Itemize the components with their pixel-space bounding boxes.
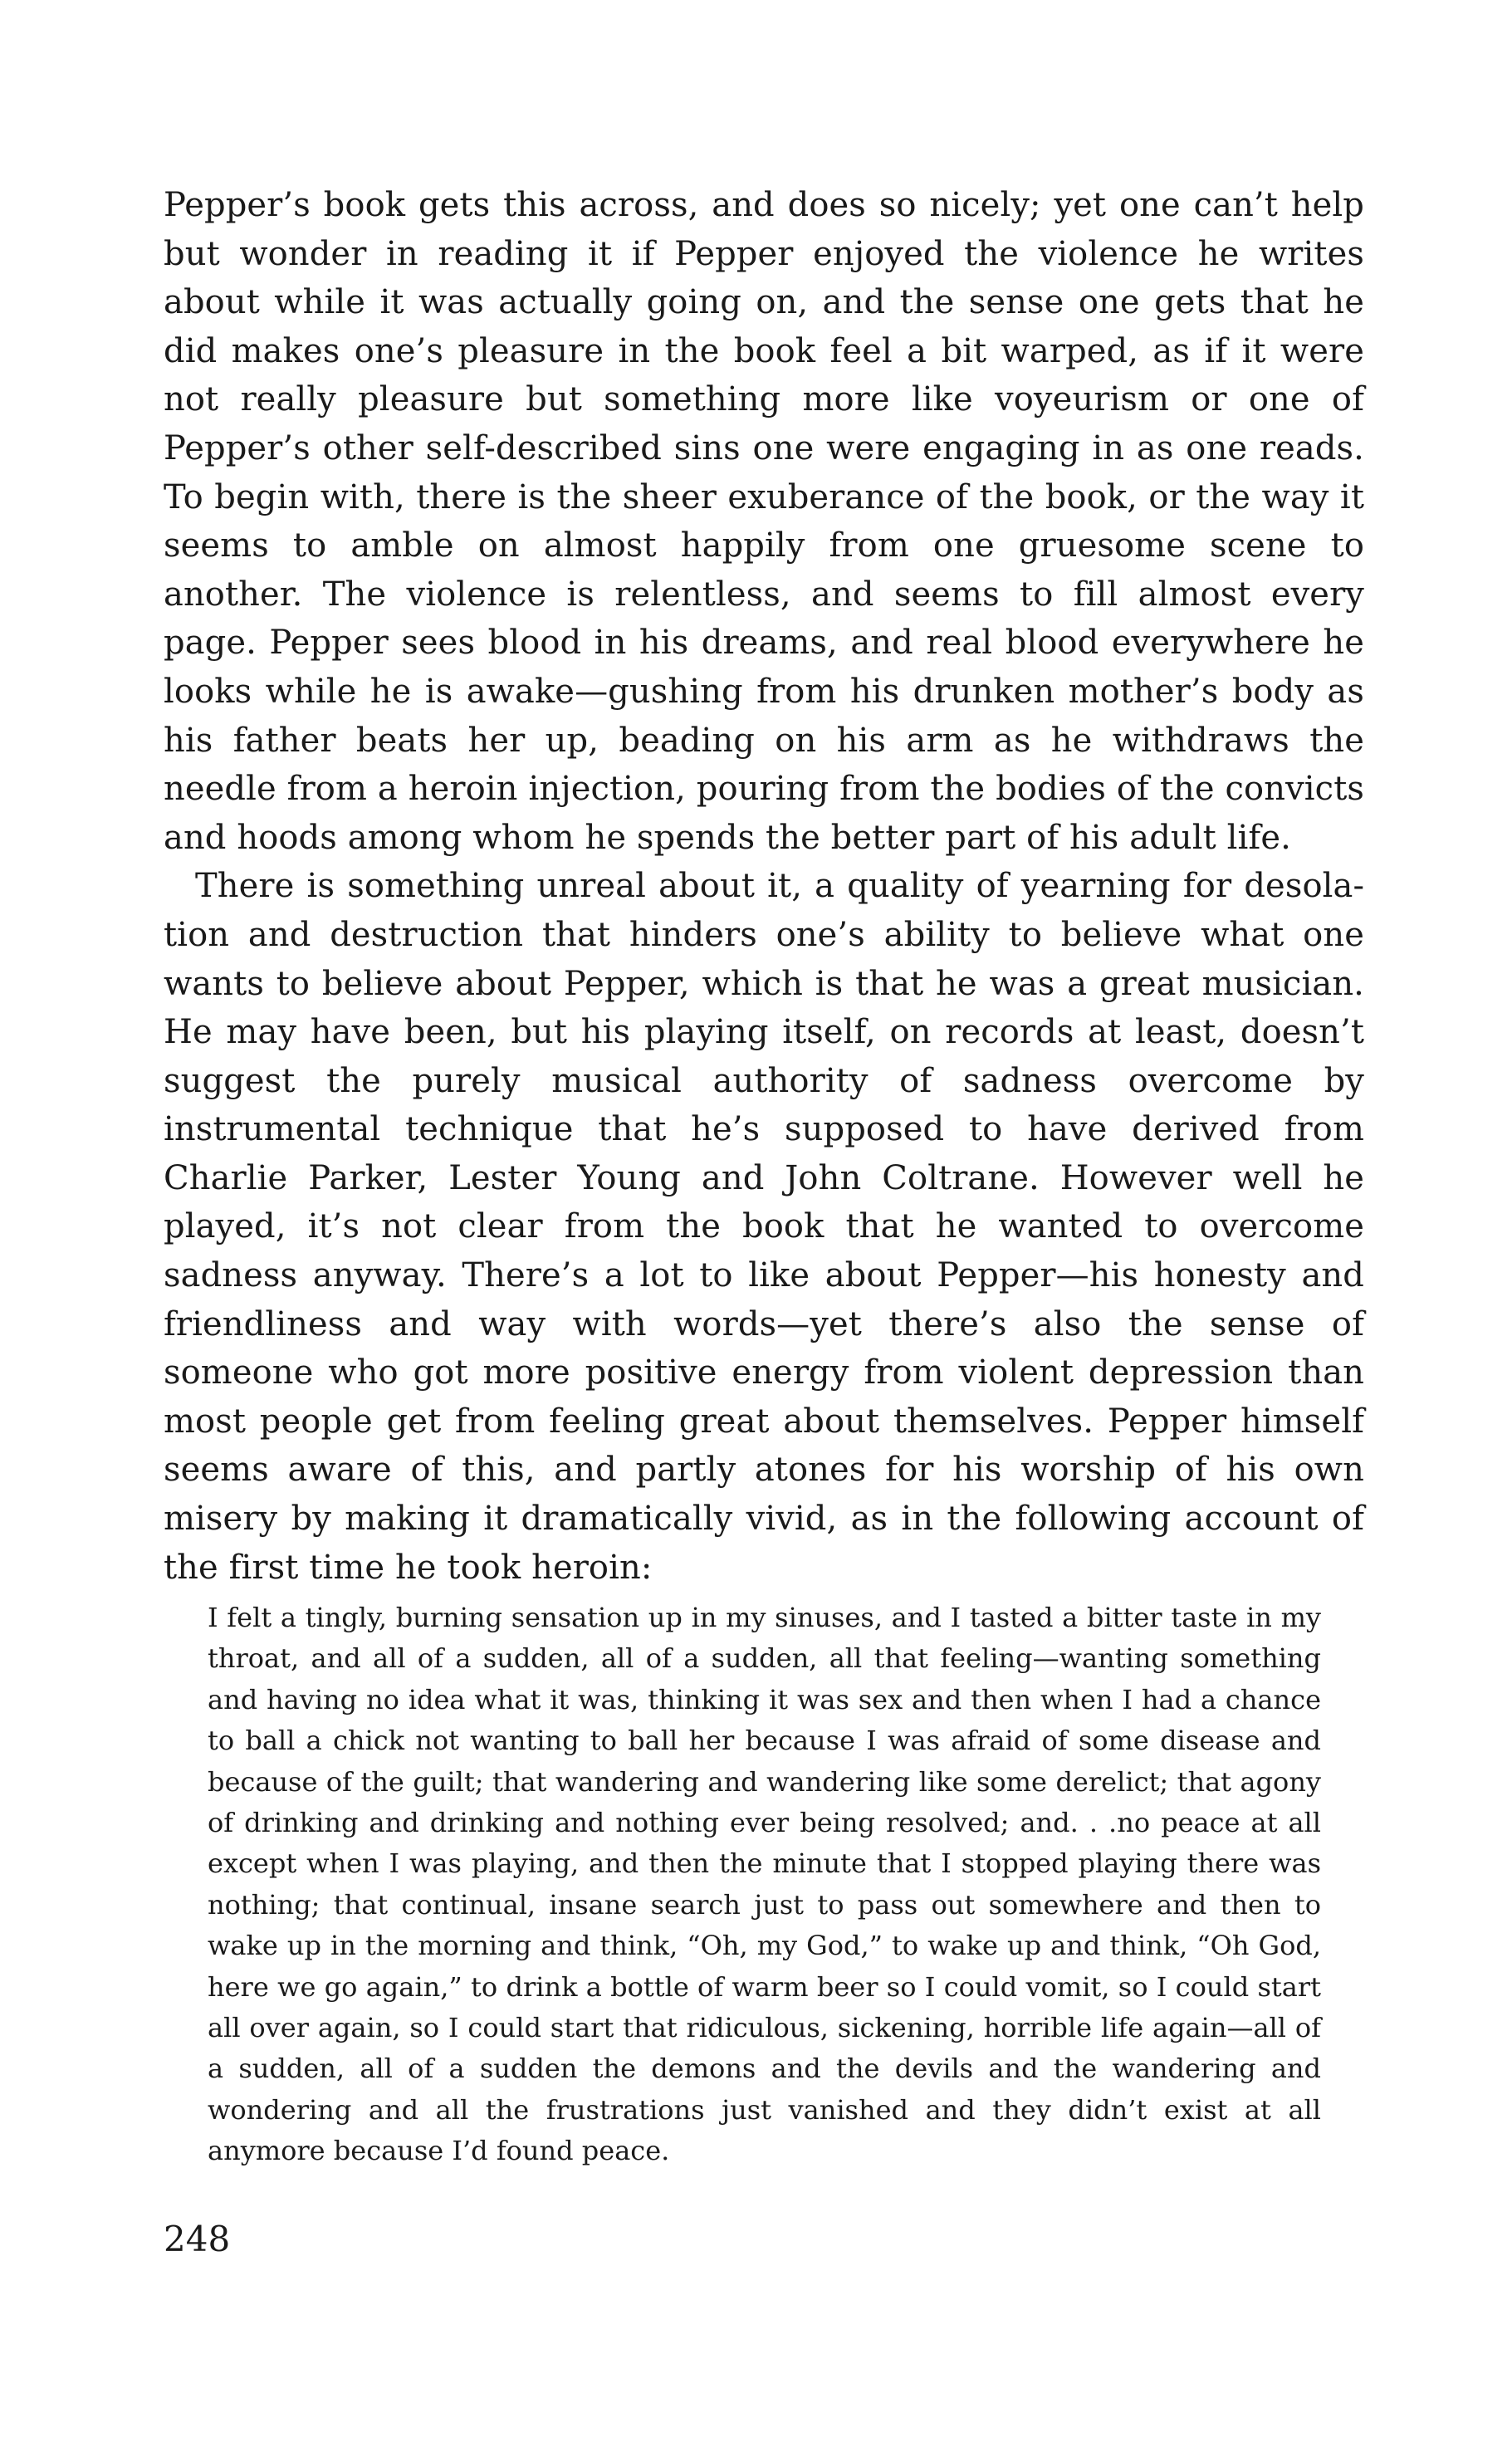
page-number: 248 xyxy=(164,2219,231,2259)
block-quote: I felt a tingly, burning sensation up in my sinuses, and I tasted a bitter taste in my throat, and all of a sudden, all of a sudden, all that feeling—wanting something and having no idea what it was, thinking it was sex and then when I had a chance to ball a chick not wanting to ball her because I was afraid of some disease and because of the guilt; that wandering and wandering like some derelict; that agony of drinking and drinking and nothing ever being resolved; and. . .no peace at all except when I was playing, and then the minute that I stopped playing there was nothing; that continual, insane search just to pass out somewhere and then to wake up in the morning and think, “Oh, my God,” to wake up and think, “Oh God, here we go again,” to drink a bottle of warm beer so I could vomit, so I could start all over again, so I could start that ridiculous, sickening, horrible life again—all of a sudden, all of a sudden the demons and the devils and the wandering and wondering and all the frustrations just vanished and they didn’t exist at all anymore because I’d found peace. xyxy=(208,1602,1321,2167)
main-text xyxy=(164,181,1364,1592)
paragraph-1: Pepper’s book gets this across, and does so nicely; yet one can’t help but wonder in reading it if Pepper enjoyed the violence he writes about while it was actually going on, and the sense one gets that he did makes one’s pleasure in the book feel a bit warped, as if it were not really pleasure but something more like voyeurism or one of Pepper’s other self-described sins one were engaging in as one reads. To begin with, there is the sheer exuberance of the book, or the way it seems to amble on almost happily from one gruesome scene to another. The violence is relentless, and seems to fill almost every page. Pepper sees blood in his dreams, and real blood everywhere he looks while he is awake—gushing from his drunken mother’s body as his father beats her up, beading on his arm as he withdraws the needle from a heroin injection, pouring from the bodies of the convicts and hoods among whom he spends the better part of his adult life. xyxy=(164,186,1364,857)
paragraph-2: There is something unreal about it, a quality of yearning for desolation and destruction that hinders one’s ability to believe what one wants to believe about Pepper, which is that he was a great musician. He may have been, but his playing itself, on records at least, doesn’t suggest the purely musical authority of sadness overcome by instrumental technique that he’s supposed to have derived from Charlie Parker, Lester Young and John Coltrane. However well he played, it’s not clear from the book that he wanted to overcome sadness anyway. There’s a lot to like about Pepper—his honesty and friendliness and way with words—yet there’s also the sense of someone who got more positive energy from violent depression than most people get from feeling great about themselves. Pepper himself seems aware of this, and partly atones for his worship of his own misery by making it dramatically vivid, as in the following account of the first time he took heroin: xyxy=(164,867,1364,1587)
